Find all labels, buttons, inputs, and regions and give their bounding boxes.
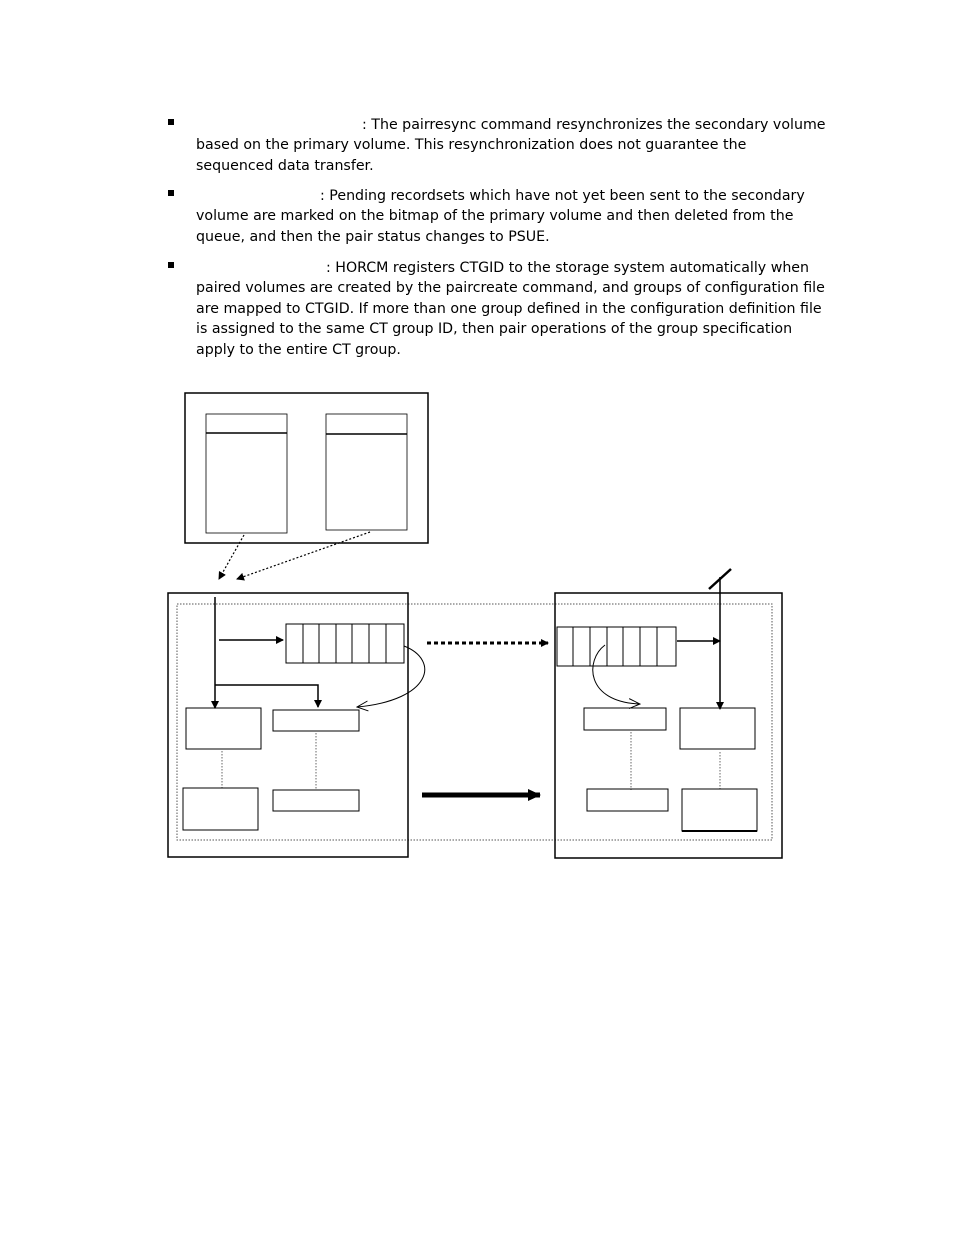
primary-journal-disk <box>273 790 359 811</box>
bullet-body: : HORCM registers CTGID to the storage system automatically when paired volumes are created by the paircreate command, and groups of configuration file are mapped to CTGID. If more than one group defined in the configuration definition file is assigned to the same CT group ID, then pair operations of the group specification apply to the entire CT group. <box>196 260 825 358</box>
config-file-left <box>206 414 287 533</box>
secondary-journal-volume <box>584 708 666 730</box>
host-to-primary-arrows <box>219 532 370 579</box>
primary-journal-queue <box>286 624 404 663</box>
primary-volume <box>186 708 261 749</box>
secondary-volume <box>680 708 755 749</box>
secondary-journal-disk <box>587 789 668 811</box>
bullet-body: : The pairresync command resynchronizes the secondary volume based on the primary volume. This resynchronization does not guarantee the sequenced data transfer. <box>196 117 826 174</box>
primary-journal-volume <box>273 710 359 731</box>
secondary-journal-queue <box>557 627 676 666</box>
host-box <box>185 393 428 543</box>
primary-volume-disk <box>183 788 258 830</box>
secondary-storage <box>555 569 782 858</box>
bullet-body: : Pending recordsets which have not yet been sent to the secondary volume are marked on the bitmap of the primary volume and then deleted from the queue, and then the pair status changes to PSUE. <box>196 188 805 245</box>
primary-storage <box>168 593 425 857</box>
secondary-volume-disk <box>682 789 757 831</box>
config-file-right <box>326 414 407 530</box>
